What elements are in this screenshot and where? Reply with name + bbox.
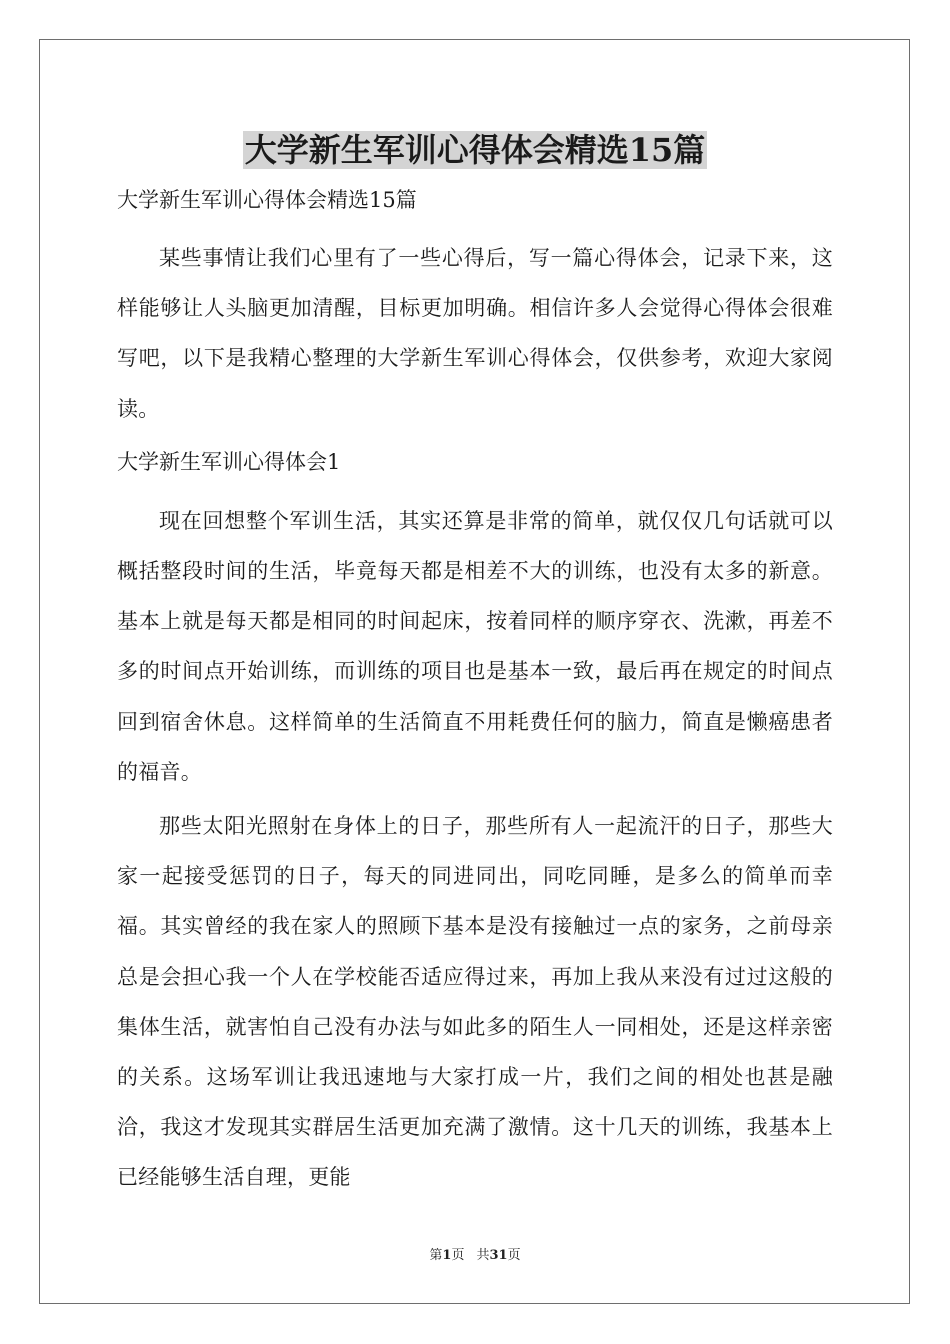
document-title-text: 大学新生军训心得体会精选15篇: [244, 131, 706, 169]
total-prefix: 共: [476, 1248, 490, 1263]
document-subtitle: 大学新生军训心得体会精选15篇: [117, 188, 417, 212]
document-body: [117, 180, 833, 1203]
total-suffix: 页: [507, 1248, 521, 1263]
body-paragraph-1: 现在回想整个军训生活，其实还算是非常的简单，就仅仅几句话就可以概括整段时间的生活，毕竟每天都是相差不大的训练，也没有太多的新意。基本上就是每天都是相同的时间起床，按着同样的顺序穿衣、洗漱，再差不多的时间点开始训练，而训练的项目也是基本一致，最后再在规定的时间点回到宿舍休息。这样简单的生活简直不用耗费任何的脑力，简直是懒癌患者的福音。: [117, 508, 833, 784]
page-suffix: 页: [451, 1248, 465, 1263]
page-number: 1: [442, 1248, 452, 1263]
section-heading: 大学新生军训心得体会1: [117, 449, 341, 474]
body-paragraph-2: 那些太阳光照射在身体上的日子，那些所有人一起流汗的日子，那些大家一起接受惩罚的日子，每天的同进同出，同吃同睡，是多么的简单而幸福。其实曾经的我在家人的照顾下基本是没有接触过一点的家务，之前母亲总是会担心我一个人在学校能否适应得过来，再加上我从来没有过过这般的集体生活，就害怕自己没有办法与如此多的陌生人一同相处，还是这样亲密的关系。这场军训让我迅速地与大家打成一片，我们之间的相处也甚是融洽，我这才发现其实群居生活更加充满了激情。这十几天的训练，我基本上已经能够生活自理，更能: [117, 814, 833, 1190]
page-total: 31: [489, 1248, 508, 1263]
page-footer: [0, 1246, 950, 1266]
intro-paragraph: 某些事情让我们心里有了一些心得后，写一篇心得体会，记录下来，这样能够让人头脑更加清醒，目标更加明确。相信许多人会觉得心得体会很难写吧，以下是我精心整理的大学新生军训心得体会，仅供参考，欢迎大家阅读。: [117, 246, 833, 421]
page-prefix: 第: [429, 1248, 443, 1263]
document-title: [0, 126, 950, 174]
